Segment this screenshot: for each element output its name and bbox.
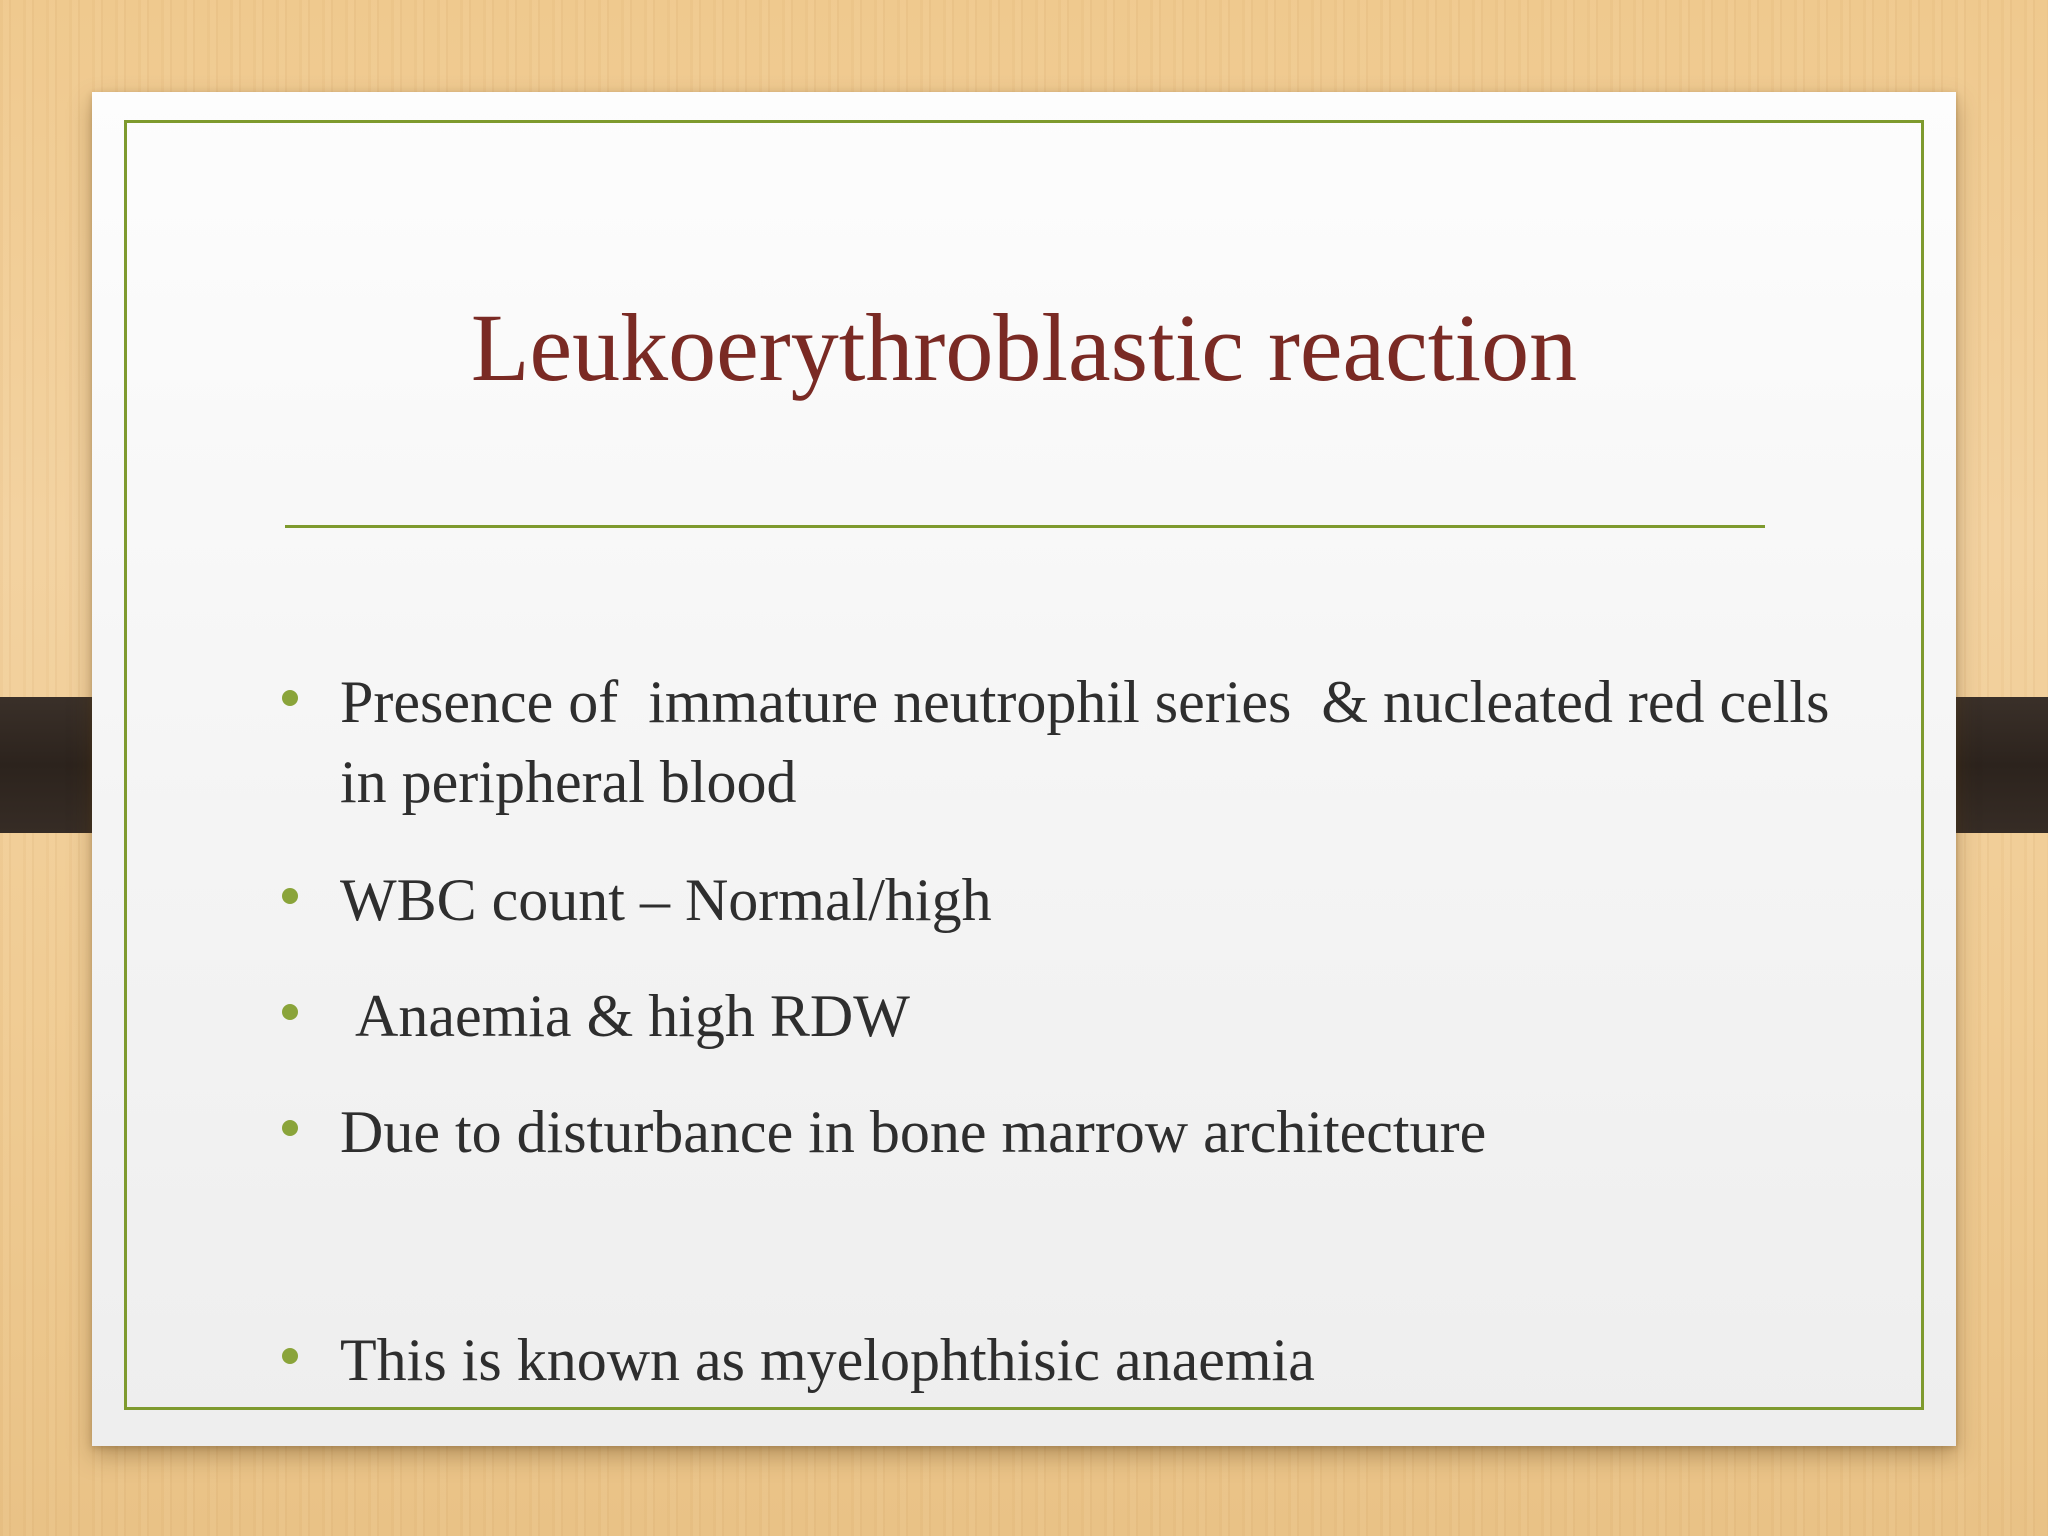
bullet-text: Presence of immature neutrophil series & nucleated red cells in peripheral blood [340,669,1845,815]
bullet-text: This is known as myelophthisic anaemia [340,1327,1315,1393]
bullet-text: Anaemia & high RDW [340,983,910,1049]
bullet-dot-icon [282,1348,298,1364]
bullet-text: WBC count – Normal/high [340,867,992,933]
bullet-text: Due to disturbance in bone marrow architecture [340,1099,1487,1165]
bullet-dot-icon [282,888,298,904]
slide-card [92,92,1956,1446]
bullet-dot-icon [282,1120,298,1136]
bullet-dot-icon [282,1004,298,1020]
title-divider [285,525,1765,528]
bullet-dot-icon [282,690,298,706]
slide-title: Leukoerythroblastic reaction [470,294,1578,401]
